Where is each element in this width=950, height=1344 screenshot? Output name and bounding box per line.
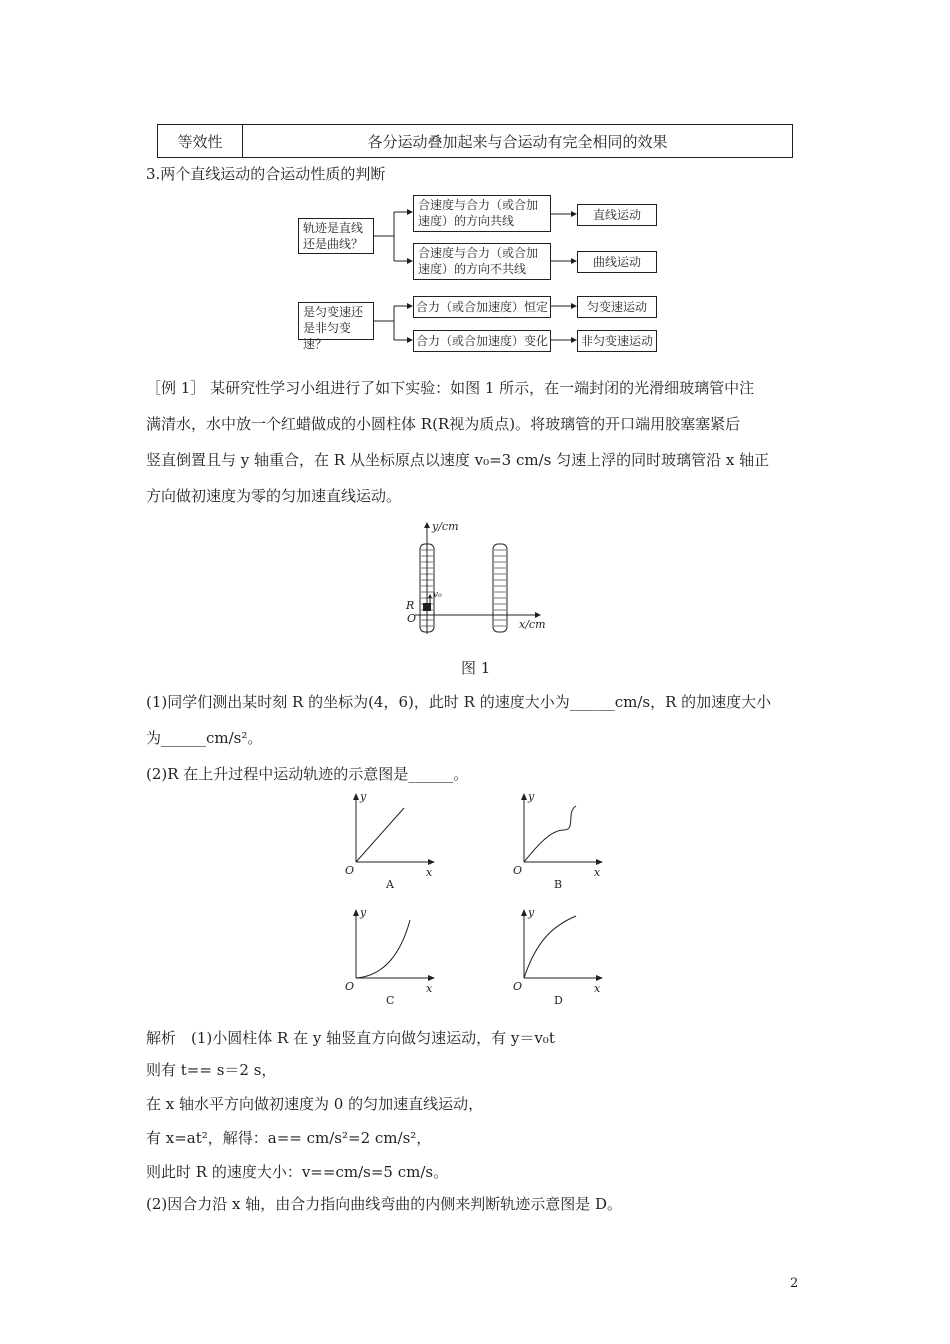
option-b-x-label: x: [594, 866, 601, 879]
option-b-label: B: [554, 878, 563, 891]
page-number: 2: [790, 1276, 799, 1291]
condition-box-varying-force: 合力（或合加速度）变化: [413, 330, 551, 352]
option-d-y-label: y: [528, 906, 535, 919]
figure-1-diagram: [395, 520, 555, 640]
example-line: 方向做初速度为零的匀加速直线运动。: [146, 487, 402, 505]
option-c-y-label: y: [360, 906, 367, 919]
example-line: 满清水，水中放一个红蜡做成的小圆柱体 R(R视为质点)。将玻璃管的开口端用胶塞塞紧后: [146, 415, 741, 433]
question-2: (2)R 在上升过程中运动轨迹的示意图是______。: [146, 765, 469, 783]
option-c-origin: O: [345, 980, 355, 993]
q2-line2: 是非匀变速？: [303, 321, 352, 351]
option-graphs: [340, 790, 610, 1010]
option-b-y-label: y: [528, 790, 535, 803]
x-axis-label: x/cm: [519, 618, 546, 631]
result-box-nonuniform-accel: 非匀变速运动: [577, 330, 657, 352]
table-label-cell: 等效性: [158, 125, 243, 157]
solution-line: 在 x 轴水平方向做初速度为 0 的匀加速直线运动，: [146, 1095, 484, 1113]
option-graphs-svg: [340, 790, 610, 1010]
option-d-origin: O: [513, 980, 523, 993]
option-c-x-label: x: [426, 982, 433, 995]
solution-line: 则此时 R 的速度大小：v==cm/s=5 cm/s。: [146, 1163, 449, 1181]
origin-label: O: [407, 612, 417, 625]
q1-line2: 还是曲线？: [303, 237, 364, 251]
option-c-label: C: [386, 994, 395, 1007]
condition-box-not-collinear: [413, 243, 551, 280]
condition-box-collinear: [413, 195, 551, 232]
result-box-linear-motion: 直线运动: [577, 204, 657, 226]
table-content-cell: 各分运动叠加起来与合运动有完全相同的效果: [367, 132, 668, 151]
c1-line1: 合速度与合力（或合加: [418, 198, 539, 212]
example-line: ［例 1］ 某研究性学习小组进行了如下实验：如图 1 所示，在一端封闭的光滑细玻璃管中注: [146, 379, 755, 397]
summary-table-row: [157, 124, 793, 158]
q1-line1: 轨迹是直线: [303, 221, 364, 235]
option-a-x-label: x: [426, 866, 433, 879]
R-label: R: [406, 599, 415, 612]
question-1-line2: 为______cm/s²。: [146, 729, 263, 747]
question-box-uniform: [298, 302, 374, 351]
q2-line1: 是匀变速还: [303, 305, 364, 319]
result-box-uniform-accel: 匀变速运动: [577, 296, 657, 318]
c2-line1: 合速度与合力（或合加: [418, 246, 539, 260]
c1-line2: 速度）的方向共线: [418, 214, 515, 228]
option-a-label: A: [386, 878, 394, 891]
v0-label: v₀: [433, 590, 442, 600]
solution-line: 有 x=at²，解得：a== cm/s²=2 cm/s²，: [146, 1129, 432, 1147]
c2-line2: 速度）的方向不共线: [418, 262, 527, 276]
option-d-x-label: x: [594, 982, 601, 995]
figure-caption: 图 1: [461, 659, 491, 677]
condition-box-constant-force: 合力（或合加速度）恒定: [413, 296, 551, 318]
example-line: 竖直倒置且与 y 轴重合，在 R 从坐标原点以速度 v₀=3 cm/s 匀速上浮的同时玻璃管沿 x 轴正: [146, 451, 770, 469]
y-axis-label: y/cm: [432, 520, 459, 533]
option-d-label: D: [554, 994, 563, 1007]
solution-line: 则有 t== s＝2 s，: [146, 1061, 277, 1079]
option-a-y-label: y: [360, 790, 367, 803]
solution-line: (2)因合力沿 x 轴，由合力指向曲线弯曲的内侧来判断轨迹示意图是 D。: [146, 1195, 623, 1213]
question-1-line1: (1)同学们测出某时刻 R 的坐标为(4，6)，此时 R 的速度大小为______cm/s，R 的加速度大小: [146, 693, 772, 711]
section-title: 3.两个直线运动的合运动性质的判断: [146, 165, 386, 183]
motion-flowchart: [296, 190, 666, 355]
question-box-trajectory: [298, 218, 374, 254]
solution-line: 解析 (1)小圆柱体 R 在 y 轴竖直方向做匀速运动，有 y＝v₀t: [146, 1029, 555, 1047]
option-b-origin: O: [513, 864, 523, 877]
option-a-origin: O: [345, 864, 355, 877]
result-box-curved-motion: 曲线运动: [577, 251, 657, 273]
